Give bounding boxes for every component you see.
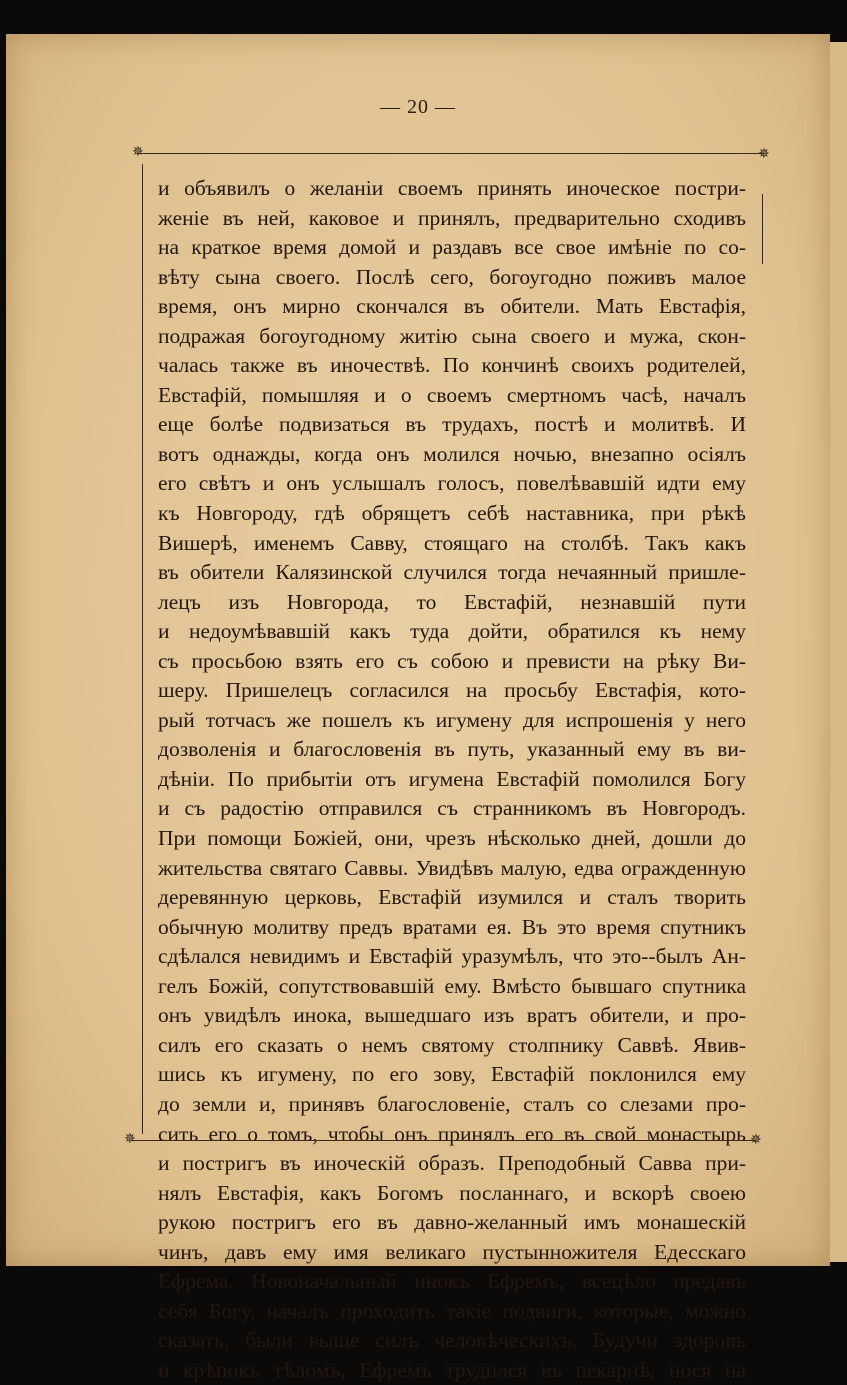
text-line: При помощи Божiей, они, чрезъ нѣсколько дней, дошли до	[158, 826, 746, 851]
text-line: съ просьбою взять его съ собою и превисти на рѣку Ви-	[158, 648, 746, 673]
ornament-star-icon: ✵	[124, 1132, 136, 1147]
text-line: жительства святаго Саввы. Увидѣвъ малую, едва огражденную	[158, 855, 746, 880]
ornament-star-icon: ✵	[758, 147, 770, 162]
text-line: шись къ игумену, по его зову, Евстафiй поклонился ему	[158, 1062, 746, 1087]
book-page	[6, 34, 830, 1382]
right-margin-rule	[762, 194, 763, 264]
text-line: сказать, были выше силъ человѣческихъ. Будучи здоровъ	[158, 1328, 746, 1353]
text-line: Евстафiй, помышляя и о своемъ смертномъ часѣ, началъ	[158, 382, 746, 407]
text-line: гелъ Божiй, сопутствовавшiй ему. Вмѣсто бывшаго спутника	[158, 973, 746, 998]
text-line: время, онъ мирно скончался въ обители. Мать Евстафiя,	[158, 294, 746, 319]
text-line: онъ увидѣлъ инока, вышедшаго изъ вратъ обители, и про-	[158, 1003, 746, 1028]
text-line: деревянную церковь, Евстафiй изумился и сталъ творить	[158, 885, 746, 910]
text-line: нялъ Евстафiя, какъ Богомъ посланнаго, и вскорѣ своею	[158, 1180, 746, 1205]
text-line: вотъ однажды, когда онъ молился ночью, внезапно осiялъ	[158, 441, 746, 466]
ornament-star-icon: ✵	[132, 145, 144, 160]
text-line: къ Новгороду, гдѣ обрящетъ себѣ наставника, при рѣкѣ	[158, 501, 746, 526]
text-line: силъ его сказать о немъ святому столпнику Саввѣ. Явив-	[158, 1032, 746, 1057]
text-line: рукою постригъ его въ давно-желанный имъ монашескiй	[158, 1210, 746, 1235]
ornament-star-icon: ✵	[750, 1133, 762, 1148]
text-line: вѣту сына своего. Послѣ сего, богоугодно поживъ малое	[158, 264, 746, 289]
text-line: чинъ, давъ ему имя великаго пустынножителя Едесскаго	[158, 1239, 746, 1264]
text-line: до земли и, принявъ благословенiе, сталъ со слезами про-	[158, 1091, 746, 1116]
text-line: лецъ изъ Новгорода, то Евстафiй, незнавшiй пути	[158, 589, 746, 614]
text-line: его свѣтъ и онъ услышалъ голосъ, повелѣвавшiй идти ему	[158, 471, 746, 496]
text-line: Ефрема. Новоначальный инокъ Ефремъ, всецѣло предавъ	[158, 1269, 746, 1294]
adjacent-page-edge	[829, 42, 847, 1262]
text-line: рый тотчасъ же пошелъ къ игумену для испрошенiя у него	[158, 707, 746, 732]
text-line: и крѣпокъ тѣломъ, Ефремъ трудился въ пекарнѣ, нося на	[158, 1357, 746, 1382]
text-line: еще болѣе подвизаться въ трудахъ, постѣ и молитвѣ. И	[158, 412, 746, 437]
page-number: — 20 —	[380, 96, 456, 118]
text-line: чалась также въ иночествѣ. По кончинѣ своихъ родителей,	[158, 353, 746, 378]
text-line: себя Богу, началъ проходить такiе подвиги, которые, можно	[158, 1298, 746, 1323]
text-line: шеру. Пришелецъ согласился на просьбу Евстафiя, кото-	[158, 678, 746, 703]
text-line: и постригъ въ иноческiй образъ. Преподобный Савва при-	[158, 1151, 746, 1176]
text-line: и съ радостiю отправился съ странникомъ въ Новгородъ.	[158, 796, 746, 821]
text-line: дѣнiи. По прибытiи отъ игумена Евстафiй помолился Богу	[158, 766, 746, 791]
text-line: и недоумѣвавшiй какъ туда дойти, обратился къ нему	[158, 619, 746, 644]
text-line: на краткое время домой и раздавъ все свое имѣнiе по со-	[158, 235, 746, 260]
text-line: обычную молитву предъ вратами ея. Въ это время спутникъ	[158, 914, 746, 939]
text-line: сдѣлался невидимъ и Евстафiй уразумѣлъ, что это--былъ Ан-	[158, 944, 746, 969]
text-line: Вишерѣ, именемъ Савву, стоящаго на столбѣ. Такъ какъ	[158, 530, 746, 555]
left-margin-rule	[142, 164, 143, 1134]
bottom-rule	[132, 1140, 756, 1141]
text-line: женiе въ ней, каковое и принялъ, предварительно сходивъ	[158, 205, 746, 230]
body-text	[158, 174, 746, 1385]
text-line: и объявилъ о желанiи своемъ принять иноческое постри-	[158, 176, 746, 200]
text-line: въ обители Калязинской случился тогда нечаянный пришле-	[158, 560, 746, 585]
top-rule	[138, 153, 764, 154]
text-line: подражая богоугодному житiю сына своего и мужа, скон-	[158, 323, 746, 348]
text-line: сить его о томъ, чтобы онъ принялъ его въ свой монастырь	[158, 1121, 746, 1146]
text-line: дозволенiя и благословенiя въ путь, указанный ему въ ви-	[158, 737, 746, 762]
